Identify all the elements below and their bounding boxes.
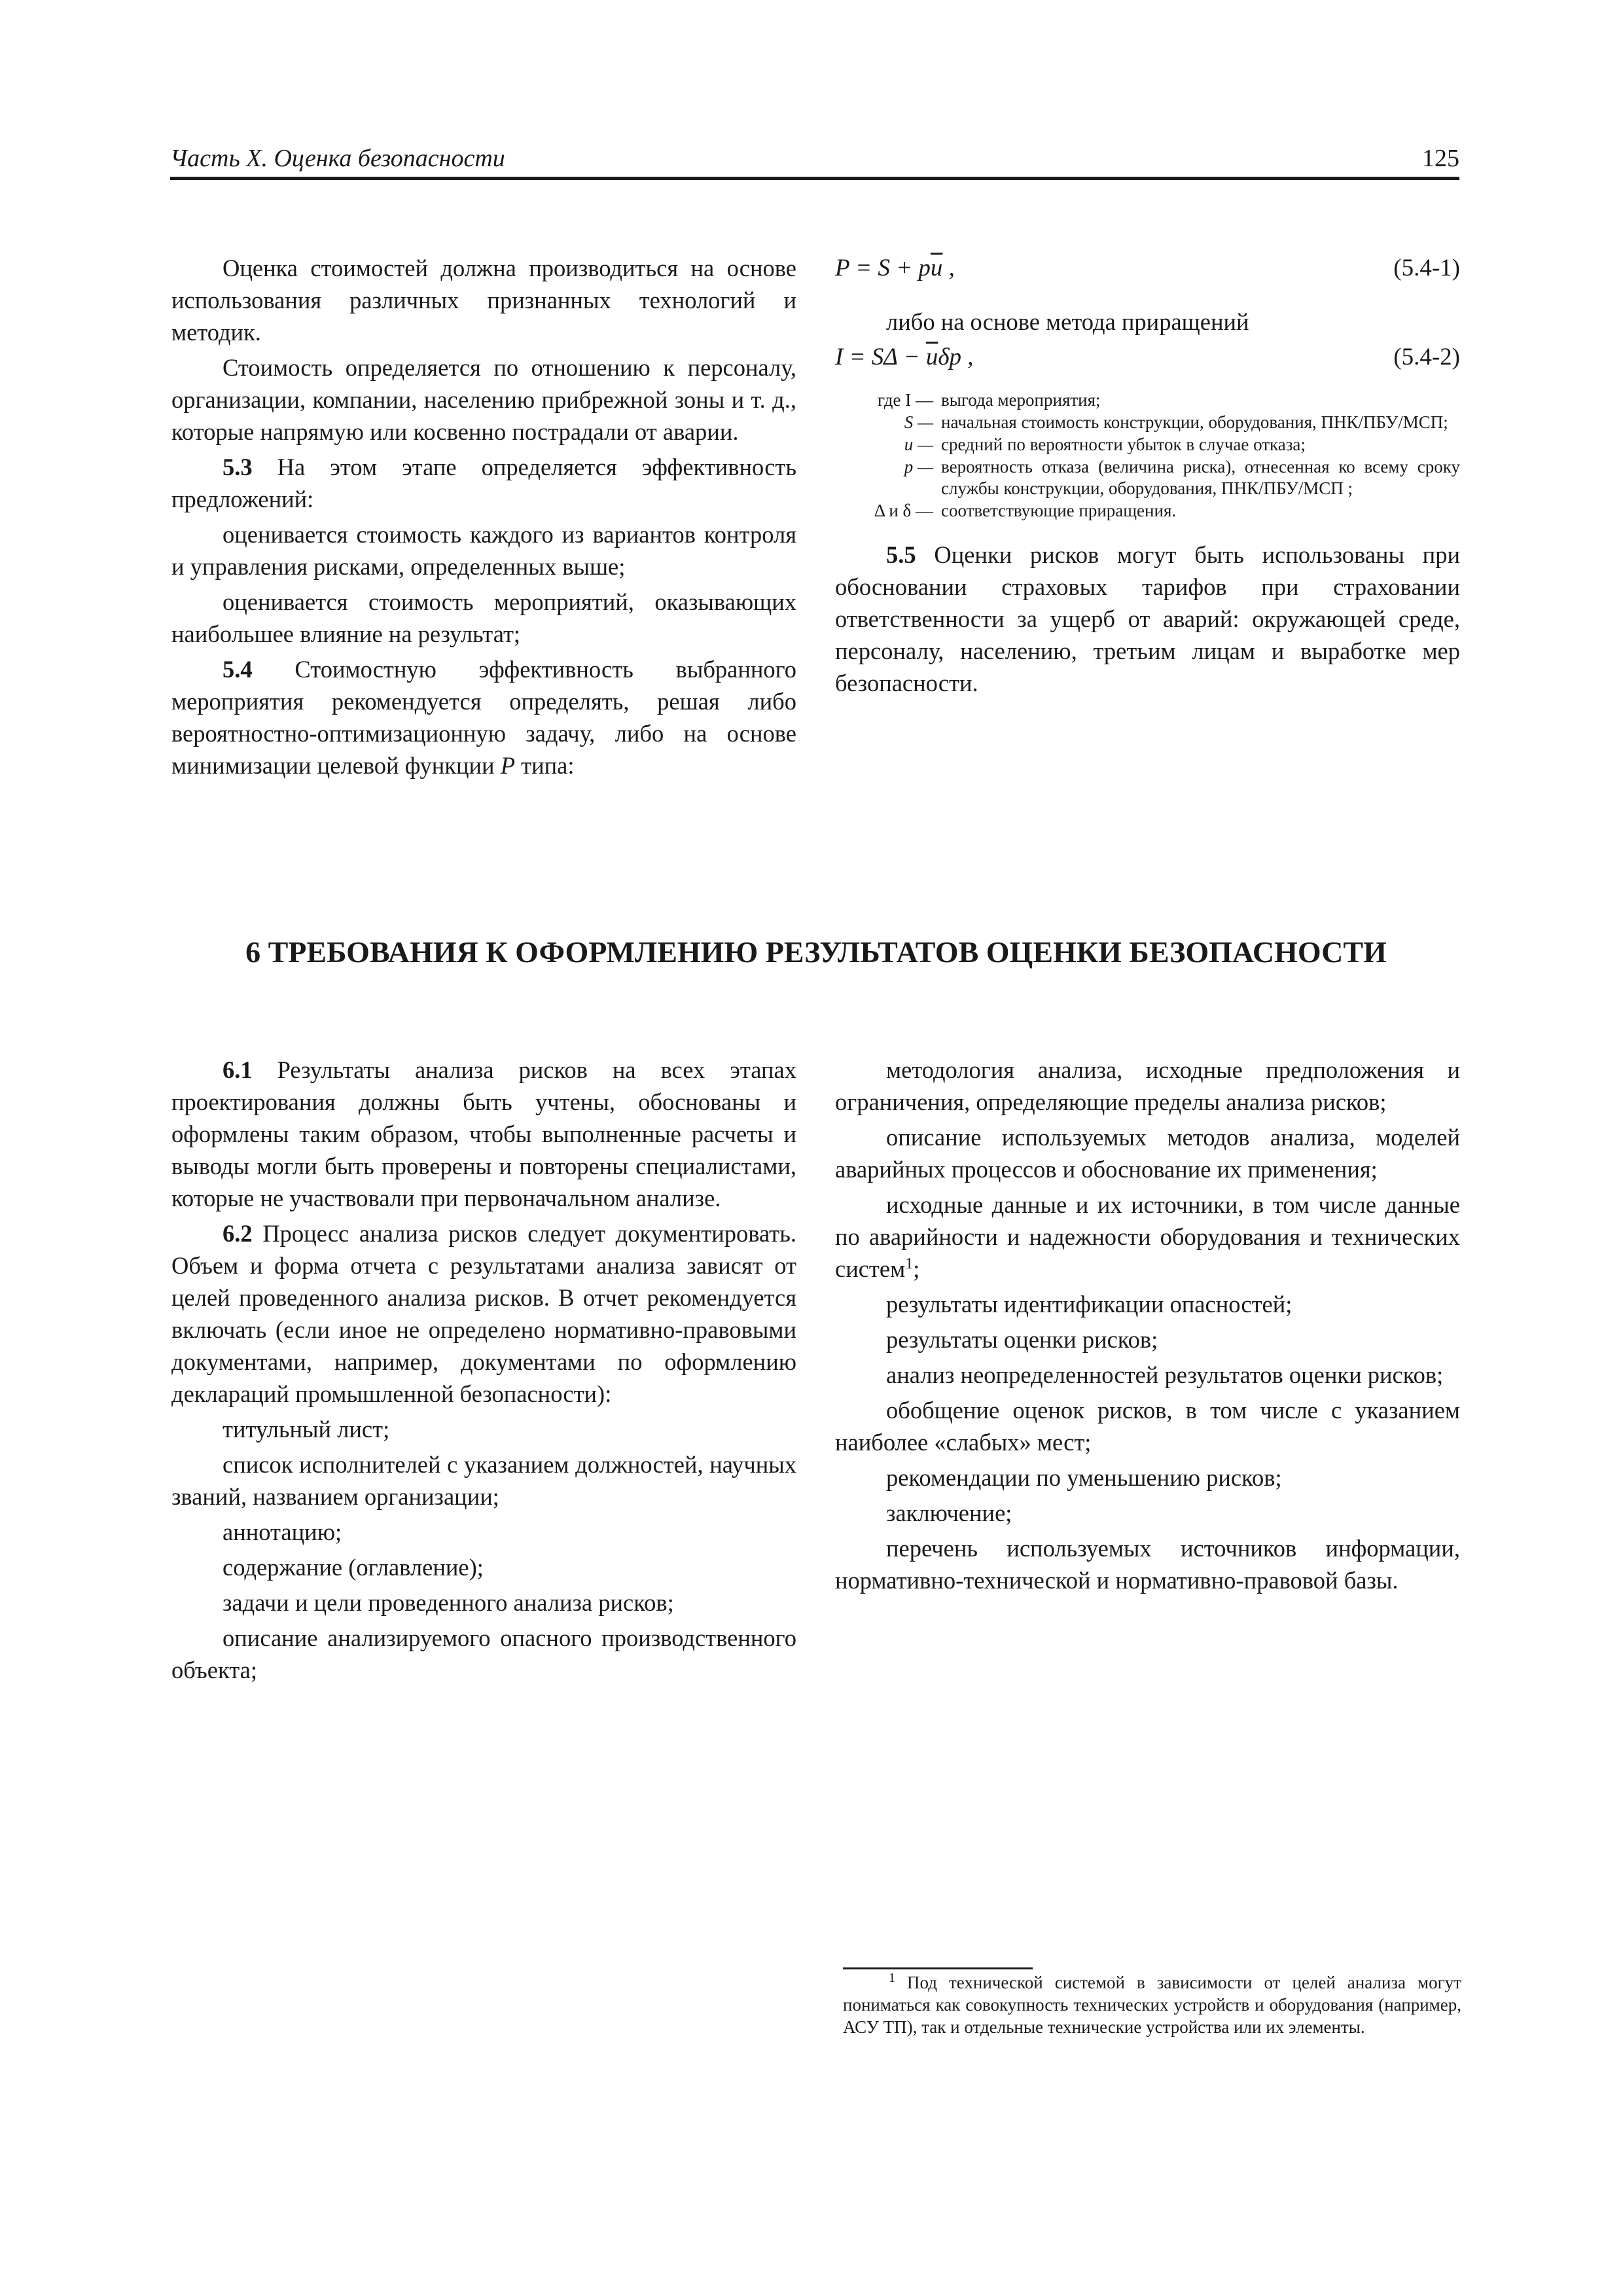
list-item: результаты оценки рисков; — [886, 1326, 1158, 1353]
right-column-top — [835, 252, 1460, 702]
paragraph: Оценка стоимостей должна производиться на основе использования различных признанных технологий и методик. — [171, 255, 796, 346]
formula-5-4-2 — [835, 341, 1460, 378]
left-column-top — [171, 252, 796, 785]
clause-number: 5.4 — [223, 656, 253, 683]
list-item: обобщение оценок рисков, в том числе с указанием наиболее «слабых» мест; — [835, 1397, 1460, 1456]
footnote: $^1$ Под технической системой в зависимости от целей анализа могут пониматься как совокупность технических устройств и оборудования (например, АСУ ТП), так и отдельные технические устройства или их элементы. — [843, 1971, 1461, 2037]
clause-number: 6.1 — [223, 1056, 253, 1083]
paragraph: Стоимость определяется по отношению к персоналу, организации, компании, населению прибрежной зоны и т. д., которые напрямую или косвенно пострадали от аварии. — [171, 354, 796, 445]
formula-5-4-1 — [835, 252, 1460, 289]
legend-row: Δ и δ — соответствующие приращения. — [874, 501, 1177, 520]
formula-expression: $P = S + p\overline{u}$ , — [835, 255, 955, 281]
list-item: анализ неопределенностей результатов оценки рисков; — [886, 1361, 1444, 1388]
formula-expression: $I = S\Delta - \overline{u}\delta p$ , — [835, 344, 974, 370]
right-column-bottom — [835, 1054, 1460, 1600]
paragraph-6-2: 6.2 Процесс анализа рисков следует документировать. Объем и форма отчета с результатами анализа зависят от целей проведенного анализа рисков. В отчет рекомендуется включать (если иное не определено нормативно-правовыми документами, например, документами по оформлению деклараций промышленной безопасности): — [171, 1220, 796, 1407]
paragraph-6-1: 6.1 Результаты анализа рисков на всех этапах проектирования должны быть учтены, обоснованы и оформлены таким образом, чтобы выполненные расчеты и выводы могли быть проверены и повторены специалистами, которые не участвовали при первоначальном анализе. — [171, 1056, 796, 1211]
legend-row: S — начальная стоимость конструкции, оборудования, ПНК/ПБУ/МСП; — [904, 412, 1448, 432]
paragraph-5-3: 5.3 На этом этапе определяется эффективность предложений: — [171, 454, 796, 512]
list-item: перечень используемых источников информации, нормативно-технической и нормативно-правовой базы. — [835, 1535, 1460, 1594]
list-item: заключение; — [886, 1499, 1012, 1526]
header-rule — [170, 177, 1459, 180]
paragraph: оценивается стоимость мероприятий, оказывающих наибольшее влияние на результат; — [171, 588, 796, 647]
list-item: рекомендации по уменьшению рисков; — [886, 1464, 1282, 1491]
list-item: методология анализа, исходные предположения и ограничения, определяющие пределы анализа рисков; — [835, 1056, 1460, 1115]
list-item: описание анализируемого опасного производственного объекта; — [171, 1624, 796, 1683]
clause-number: 5.5 — [886, 541, 916, 568]
list-item: результаты идентификации опасностей; — [886, 1291, 1293, 1318]
left-column-bottom — [171, 1054, 796, 1689]
list-item: описание используемых методов анализа, моделей аварийных процессов и обоснование их применения; — [835, 1124, 1460, 1183]
footnote-rule — [843, 1967, 1033, 1969]
legend-row: u — средний по вероятности убыток в случае отказа; — [904, 435, 1306, 454]
list-item: аннотацию; — [223, 1518, 342, 1545]
legend-row: p — вероятность отказа (величина риска), отнесенная ко всему сроку службы конструкции, оборудования, ПНК/ПБУ/МСП ; — [904, 457, 1460, 498]
clause-number: 6.2 — [223, 1220, 253, 1247]
footnote-marker: 1 — [905, 1255, 914, 1272]
formula-number: (5.4-1) — [1393, 255, 1460, 281]
legend-row: где I — выгода мероприятия; — [878, 390, 1101, 410]
paragraph-5-5: 5.5 Оценки рисков могут быть использованы при обосновании страховых тарифов при страховании ответственности за ущерб от аварий: окружающей среде, персоналу, населению, третьим лицам и выработке мер безопасности. — [835, 541, 1460, 696]
variable: P — [500, 752, 515, 779]
paragraph-5-4: 5.4 Стоимостную эффективность выбранного мероприятия рекомендуется определять, решая либо вероятностно-оптимизационную задачу, либо на основе минимизации целевой функции P типа: — [171, 656, 796, 779]
list-item: содержание (оглавление); — [223, 1554, 484, 1581]
formula-number: (5.4-2) — [1393, 344, 1460, 370]
list-item: исходные данные и их источники, в том числе данные по аварийности и надежности оборудования и технических систем$^1$; — [835, 1191, 1460, 1282]
formula-legend — [835, 389, 1460, 522]
footnote-mark: 1 — [889, 1971, 895, 1985]
running-header — [170, 143, 1459, 182]
running-title: Часть X. Оценка безопасности — [170, 145, 505, 172]
list-item: список исполнителей с указанием должностей, научных званий, названием организации; — [171, 1451, 796, 1510]
page-number: 125 — [1422, 145, 1459, 172]
list-item: титульный лист; — [223, 1416, 390, 1443]
paragraph: оценивается стоимость каждого из вариантов контроля и управления рисками, определенных выше; — [171, 521, 796, 580]
paragraph: либо на основе метода приращений — [886, 308, 1249, 335]
section-heading: 6 ТРЕБОВАНИЯ К ОФОРМЛЕНИЮ РЕЗУЛЬТАТОВ ОЦЕНКИ БЕЗОПАСНОСТИ — [245, 935, 1387, 969]
list-item: задачи и цели проведенного анализа рисков; — [223, 1589, 674, 1616]
clause-number: 5.3 — [223, 454, 253, 480]
